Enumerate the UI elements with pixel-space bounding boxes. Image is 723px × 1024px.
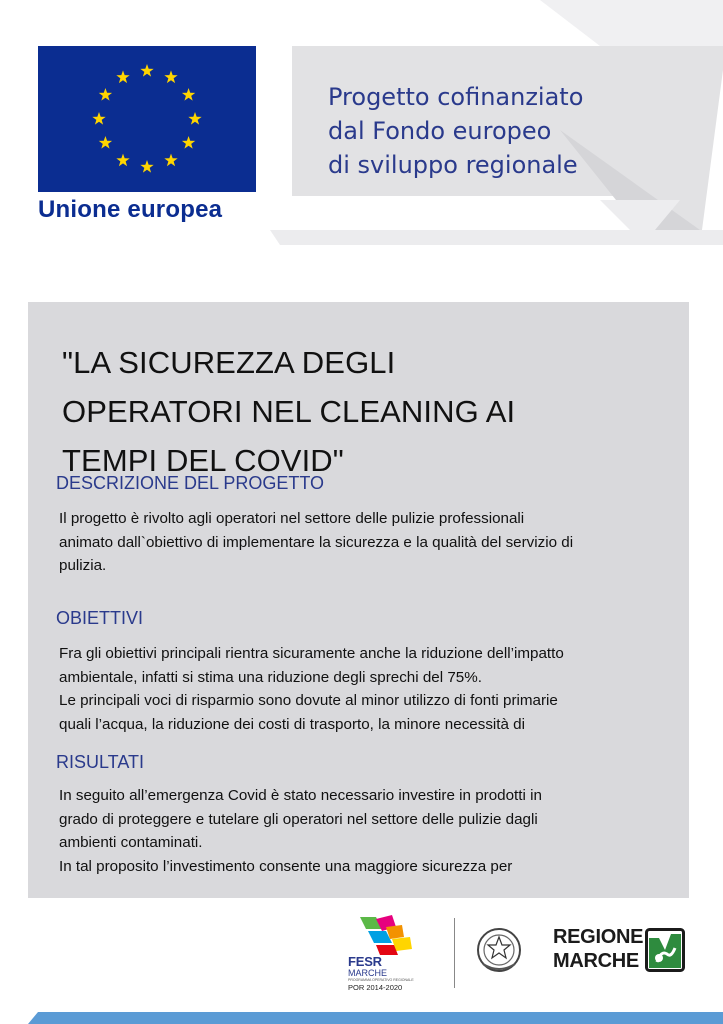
title-line: TEMPI DEL COVID" [62,443,344,478]
regione-line: REGIONE [553,926,644,948]
text-line: Il progetto è rivolto agli operatori nel settore delle pulizie professionali [59,510,525,527]
text-line: In seguito all’emergenza Covid è stato necessario investire in prodotti in [59,787,542,804]
eu-star-icon [164,70,177,83]
fesr-program: PROGRAMMA OPERATIVO REGIONALE [348,978,414,982]
title-line: OPERATORI NEL CLEANING AI [62,394,516,429]
eu-star-icon [140,64,153,77]
text-line: In tal proposito l’investimento consente una maggiore sicurezza per [59,857,513,875]
cofinanced-line: Progetto cofinanziato [328,83,584,111]
regione-marche-wordmark [553,925,643,973]
cofinanced-line: di sviluppo regionale [328,151,578,179]
project-panel [28,302,689,898]
eu-star-icon [92,112,105,125]
title-line: "LA SICUREZZA DEGLI [62,345,396,380]
regione-line: MARCHE [553,950,639,972]
section-heading-obiettivi: OBIETTIVI [56,608,144,628]
bottom-stripe [28,1012,723,1024]
cofinanced-heading [328,80,658,182]
eu-star-icon [182,136,195,149]
cofinanced-line: dal Fondo europeo [328,117,552,145]
eu-star-icon [116,70,129,83]
eu-star-icon [116,154,129,167]
text-line: pulizia. [59,557,107,574]
eu-star-icon [182,88,195,101]
regione-marche-logo-icon [645,928,685,972]
eu-star-icon [164,154,177,167]
section-text-obiettivi [59,642,669,733]
project-title [62,338,672,478]
eu-star-icon [140,160,153,173]
footer-divider [454,918,455,988]
fesr-name: FESR [348,954,382,969]
text-line: ambienti contaminati. [59,834,203,851]
eu-label: Unione europea [38,196,223,223]
eu-flag [38,46,256,192]
text-line: Fra gli obiettivi principali rientra sicuramente anche la riduzione dell’impatto [59,645,564,662]
section-heading-descrizione: DESCRIZIONE DEL PROGETTO [56,473,325,493]
eu-stars [38,46,256,192]
italian-republic-emblem-icon [475,926,523,976]
eu-star-icon [99,136,112,149]
text-line: quali l’acqua, la riduzione dei costi di trasporto, la minore necessità di [59,715,525,733]
section-text-risultati [59,784,669,896]
section-text-descrizione [59,507,669,579]
text-line: ambientale, infatti si stima una riduzione degli sprechi del 75%. [59,668,482,686]
fesr-region: MARCHE [348,968,388,978]
fesr-por: POR 2014-2020 [348,983,403,992]
text-line: grado di proteggere e tutelare gli operatori nel settore delle pulizie dagli [59,810,538,828]
text-line: animato dall`obiettivo di implementare la sicurezza e la qualità del servizio di [59,533,574,551]
section-heading-risultati: RISULTATI [56,752,145,772]
eu-star-icon [188,112,201,125]
eu-star-icon [99,88,112,101]
text-line: Le principali voci di risparmio sono dovute al minor utilizzo di fonti primarie [59,692,558,709]
fesr-text [348,956,414,992]
